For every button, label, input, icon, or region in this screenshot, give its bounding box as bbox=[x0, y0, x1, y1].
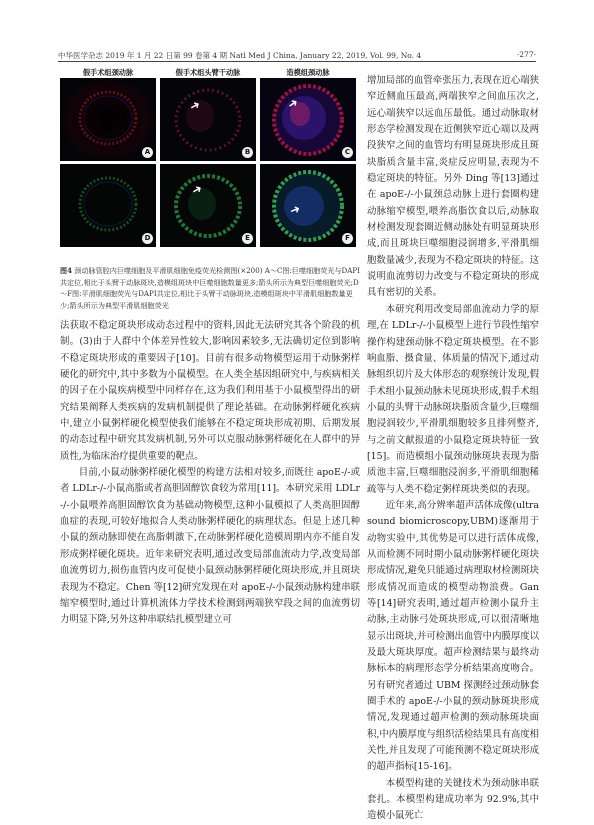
page-number: ·277· bbox=[516, 50, 536, 59]
paragraph: 目前,小鼠动脉粥样硬化模型的构建方法相对较多,而既往 apoE-/-或者 LDLr-/-小鼠高脂或者高胆固醇饮食较为常用[11]。本研究采用 LDLr-/-小鼠喂养高胆固醇饮食为基础动物模型,这种小鼠模拟了人类高胆固醇血症的表现,可较好地拟合人类动脉粥样硬化的病理状态。但是上述几种小鼠的颈动脉即使在高脂刺激下,在动脉粥样硬化造模周期内亦不能自发形成粥样硬化斑块。近年来研究表明,通过改变局部血流动力学,改变局部血流剪切力,损伤血管内皮可促使小鼠颈动脉粥样硬化斑块形成,并且斑块表现为不稳定。Chen 等[12]研究发现在对 apoE-/-小鼠颈动脉构建串联缩窄模型时,通过计算机流体力学技术检测到两端狭窄段之间的血流剪切力明显下降,另外这种串联结扎模型建立可 bbox=[60, 467, 360, 626]
right-text-column bbox=[367, 73, 539, 825]
figure-caption bbox=[60, 265, 362, 311]
panel-letter: F bbox=[342, 233, 353, 244]
panel-letter: B bbox=[242, 147, 253, 158]
paragraph: 近年来,高分辨率超声活体成像(ultrasound biomicroscopy,UBM)逐渐用于动物实验中,其优势是可以进行活体成像,从而检测不同时期小鼠动脉粥样硬化斑块形成情况,避免只能通过病理取材检测斑块形成情况而造成的模型动物浪费。Gan 等[14]研究表明,通过超声检测小鼠升主动脉,主动脉弓处斑块形成,可以很清晰地显示出斑块,并可检测出血管中内膜厚度以及最大斑块厚度。超声检测结果与最终动脉标本的病理形态学分析结果高度吻合。另有研究者通过 UBM 探测经过颈动脉套圈手术的 apoE-/-小鼠的颈动脉斑块形成情况,发现通过超声检测的颈动脉斑块面积,中内膜厚度与组织活检结果具有高度相关性,并且发现了可能预测不稳定斑块形成的超声指标[15-16]。 bbox=[367, 499, 539, 773]
panel-letter: C bbox=[342, 147, 353, 158]
micrograph-panel-c bbox=[260, 78, 356, 161]
arrow-icon: ➜ bbox=[189, 180, 205, 199]
header-rule bbox=[58, 61, 536, 62]
arrow-icon: ➜ bbox=[187, 96, 203, 115]
arrow-icon: ➜ bbox=[284, 94, 301, 113]
column-label-model-carotid: 造模组颈动脉 bbox=[286, 68, 330, 77]
paragraph: 法获取不稳定斑块形成动态过程中的资料,因此无法研究其各个阶段的机制。(3)由于人群中个体差异性较大,影响因素较多,无法确切定位到影响不稳定斑块形成的重要因子[10]。目前有很多动物模型运用于动脉粥样硬化的研究中,其中多数为小鼠模型。在人类全基因组研究中,与疾病相关的因子在小鼠疾病模型中同样存在,这为我们利用基于小鼠模型得出的研究结果阐释人类疾病的发病机制提供了理论基础。在动脉粥样硬化疾病中,建立小鼠粥样硬化模型使我们能够在不稳定斑块形成初期、后期发展的动态过程中研究其发病机制,另外可以克服动脉粥样硬化在人群中的异质性,为临床治疗提供重要的靶点。 bbox=[60, 320, 360, 462]
caption-text: 颈动脉管腔内巨噬细胞及平滑肌细胞免疫荧光检测图(×200) A～C图:巨噬细胞荧光与DAPI共定位,相比于头臂干动脉斑块,造模组斑块中巨噬细胞数量更多;箭头所示为典型巨噬细胞荧光;D～F图:平滑肌细胞荧光与DAPI共定位,相比于头臂干动脉斑块,造模组斑块中平滑肌细胞数量更少;箭头所示为典型平滑肌细胞荧光 bbox=[60, 266, 360, 310]
column-label-sham-brachiocephalic: 假手术组头臂干动脉 bbox=[175, 68, 241, 77]
journal-citation: 中华医学杂志 2019 年 1 月 22 日第 99 卷第 4 期 Natl Med J China, January 22, 2019, Vol. 99, No. 4 bbox=[58, 51, 422, 60]
left-text-column bbox=[60, 318, 360, 629]
paragraph: 本模型构建的关键技术为颈动脉串联套扎。本模型构建成功率为 92.9%,其中造模小鼠死亡 bbox=[367, 777, 539, 822]
micrograph-panel-e bbox=[160, 164, 256, 247]
paragraph: 本研究利用改变局部血流动力学的原理,在 LDLr-/-小鼠模型上进行节段性缩窄操作构建颈动脉不稳定斑块模型。在不影响血脂、摄食量、体质量的情况下,通过动脉组织切片及大体形态的观察统计发现,假手术组小鼠颈动脉未见斑块形成,假手术组小鼠的头臂干动脉斑块脂质含量少,巨噬细胞浸润较少,平滑肌细胞较多且排列整齐,与之前文献报道的小鼠稳定斑块特征一致[15]。而造模组小鼠颈动脉斑块表现为脂质池丰富,巨噬细胞浸润多,平滑肌细胞稀疏等与人类不稳定粥样斑块类似的表现。 bbox=[367, 303, 539, 495]
column-label-sham-carotid: 假手术组颈动脉 bbox=[82, 68, 134, 77]
panel-letter: E bbox=[242, 233, 253, 244]
running-header bbox=[58, 50, 536, 61]
panel-letter: A bbox=[142, 147, 153, 158]
caption-label: 图4 bbox=[60, 266, 73, 275]
micrograph-panel-f bbox=[260, 164, 356, 247]
micrograph-panel-b bbox=[160, 78, 256, 161]
micrograph-panel-a bbox=[60, 78, 156, 161]
arrow-icon: ➜ bbox=[287, 201, 303, 218]
panel-letter: D bbox=[142, 233, 153, 244]
micrograph-panel-d bbox=[60, 164, 156, 247]
paragraph: 增加局部的血管牵张压力,表现在近心端狭窄近侧血压最高,两端狭窄之间血压次之,远心端狭窄以远血压最低。通过动脉取材形态学检测发现在近侧狭窄近心端以及两段狭窄之间的血管均有明显斑块形成且斑块脂质含量丰富,炎症反应明显,表现为不稳定斑块的特征。另外 Ding 等[13]通过在 apoE-/-小鼠颈总动脉上进行套圈构建动脉缩窄模型,喂养高脂饮食以后,动脉取材检测发现套圈近侧动脉处有明显斑块形成,而且斑块巨噬细胞浸润增多,平滑肌细胞数量减少,表现为不稳定斑块的特征。这说明血流剪切力改变与不稳定斑块的形成具有密切的关系。 bbox=[367, 75, 539, 299]
